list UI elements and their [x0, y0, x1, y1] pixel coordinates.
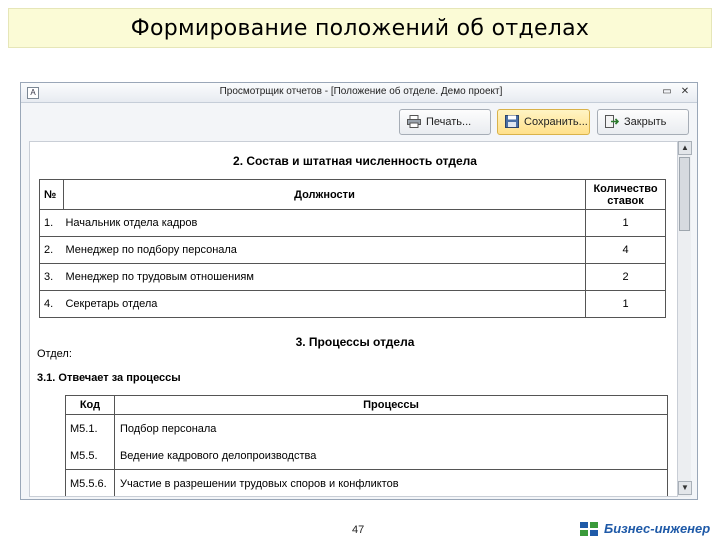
- row-count: 1: [586, 291, 666, 318]
- section-2-title: 2. Состав и штатная численность отдела: [233, 154, 477, 168]
- staff-table-header: [40, 180, 666, 210]
- page-number: 47: [352, 524, 365, 536]
- header-count: Количество ставок: [586, 180, 666, 210]
- scroll-thumb[interactable]: [679, 157, 690, 231]
- header-process: Процессы: [114, 396, 667, 415]
- print-label: Печать...: [426, 116, 472, 128]
- window-titlebar: [21, 83, 697, 103]
- close-label: Закрыть: [624, 116, 667, 128]
- row-count: 4: [586, 237, 666, 264]
- print-button[interactable]: [399, 109, 491, 135]
- close-report-button[interactable]: [597, 109, 689, 135]
- save-icon: [505, 115, 519, 128]
- window-close-button[interactable]: ✕: [680, 86, 690, 97]
- process-table: [65, 395, 668, 497]
- subsection-title: 3.1. Отвечает за процессы: [37, 372, 181, 384]
- department-label: Отдел:: [37, 348, 72, 360]
- process-code: М5.5.: [66, 443, 115, 470]
- table-row: [40, 291, 666, 318]
- process-name: Подбор персонала: [114, 415, 667, 443]
- report-content[interactable]: [29, 141, 679, 497]
- process-table-header: [66, 396, 668, 415]
- table-row: [40, 237, 666, 264]
- table-row: [40, 210, 666, 237]
- table-row: [66, 443, 668, 470]
- row-num: 3.: [40, 264, 64, 291]
- header-code: Код: [66, 396, 115, 415]
- toolbar: [21, 104, 697, 138]
- save-label: Сохранить...: [524, 116, 588, 128]
- row-position: Менеджер по подбору персонала: [63, 237, 585, 264]
- report-viewer-window: [20, 82, 698, 500]
- table-row: [66, 415, 668, 443]
- table-row: [66, 470, 668, 498]
- printer-icon: [407, 115, 421, 128]
- minimize-button[interactable]: ▭: [662, 86, 672, 97]
- header-num: №: [40, 180, 64, 210]
- header-position: Должности: [63, 180, 585, 210]
- scroll-up-button[interactable]: ▲: [678, 141, 692, 155]
- row-num: 4.: [40, 291, 64, 318]
- scroll-down-button[interactable]: ▼: [678, 481, 692, 495]
- close-icon: [605, 115, 619, 128]
- process-name: Ведение кадрового делопроизводства: [114, 443, 667, 470]
- save-button[interactable]: [497, 109, 590, 135]
- process-name: Участие в разрешении трудовых споров и конфликтов: [114, 470, 667, 498]
- vertical-scrollbar[interactable]: [677, 141, 691, 497]
- brand-name: Бизнес-инженер: [604, 521, 711, 536]
- window-title: Просмотрщик отчетов - [Положение об отделе. Демо проект]: [219, 86, 503, 97]
- staff-table: [39, 179, 666, 318]
- row-count: 1: [586, 210, 666, 237]
- table-row: [40, 264, 666, 291]
- row-count: 2: [586, 264, 666, 291]
- row-position: Секретарь отдела: [63, 291, 585, 318]
- row-position: Начальник отдела кадров: [63, 210, 585, 237]
- process-code: М5.1.: [66, 415, 115, 443]
- process-code: М5.5.6.: [66, 470, 115, 498]
- app-icon: A: [27, 87, 39, 99]
- section-3-title: 3. Процессы отдела: [295, 335, 415, 349]
- row-num: 2.: [40, 237, 64, 264]
- row-num: 1.: [40, 210, 64, 237]
- row-position: Менеджер по трудовым отношениям: [63, 264, 585, 291]
- brand-logo-icon: [580, 522, 598, 536]
- slide-title: Формирование положений об отделах: [8, 8, 712, 48]
